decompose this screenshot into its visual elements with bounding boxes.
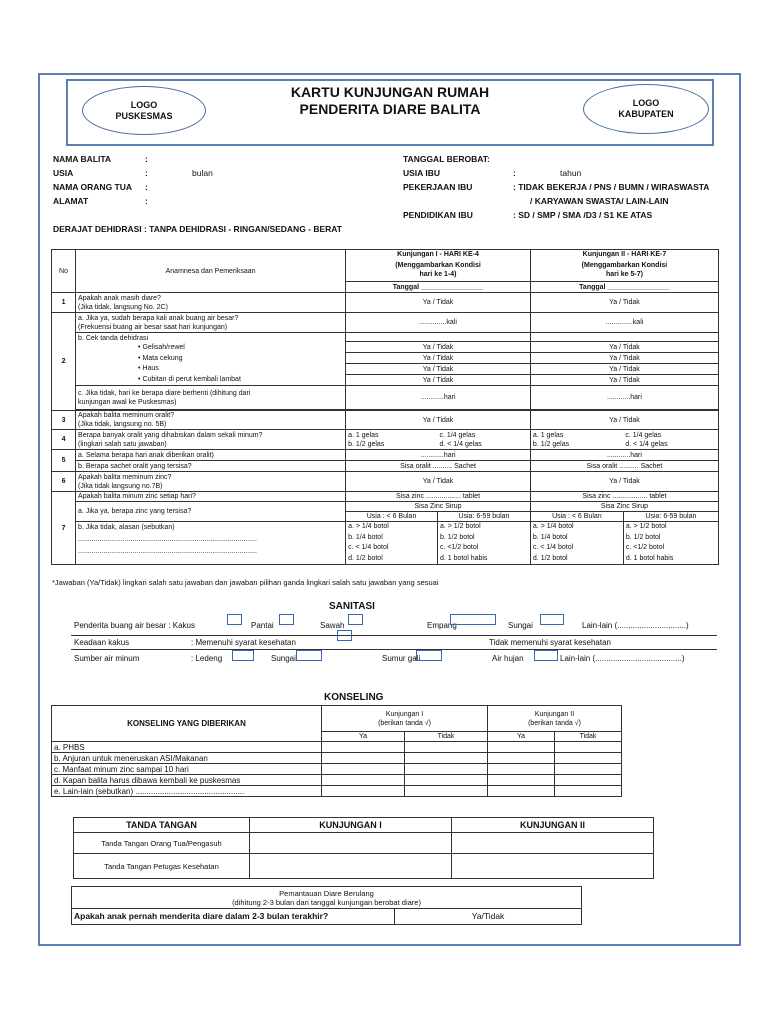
k1-tanggal[interactable]: Tanggal ________________ xyxy=(346,282,531,293)
row4-k1-opt-c[interactable]: c. 1/4 gelas xyxy=(439,431,476,439)
logo-left-line2: PUSKESMAS xyxy=(115,110,173,121)
row1-no: 1 xyxy=(52,293,76,313)
row5b-k1-answer[interactable]: Sisa oralit .......... Sachet xyxy=(346,461,531,472)
row4-k1-opt-b[interactable]: b. 1/2 gelas xyxy=(348,440,385,448)
row2-no: 2 xyxy=(52,313,76,411)
unit-bulan: bulan xyxy=(192,168,213,178)
cell-phbs-k1-ya[interactable] xyxy=(322,742,405,753)
row3-k2-answer[interactable]: Ya / Tidak xyxy=(530,411,718,430)
ttd-orangtua-k1[interactable] xyxy=(250,833,452,854)
konseling-item-phbs: a. PHBS xyxy=(52,742,322,753)
row2a-q1: a. Jika ya, sudah berapa kali anak buang air besar? xyxy=(78,314,239,322)
ttd-head: TANDA TANGAN xyxy=(74,818,250,833)
row7-k2-right-b[interactable]: b. 1/2 botol xyxy=(625,533,661,541)
row4-q2: (lingkari salah satu jawaban) xyxy=(78,440,167,448)
label-pendidikan-ibu: PENDIDIKAN IBU xyxy=(403,210,473,220)
cell-asi-k1-tidak[interactable] xyxy=(405,753,488,764)
colon-2: : xyxy=(145,168,148,178)
page-title xyxy=(250,84,530,118)
sanitasi-title: SANITASI xyxy=(329,601,375,612)
colon-3: : xyxy=(145,182,148,192)
pemantauan-table xyxy=(71,886,582,925)
row7-k2-sirup-label: Sisa Zinc Sirup xyxy=(530,502,718,512)
ttd-petugas-k2[interactable] xyxy=(452,854,654,879)
sanitasi-air-label: Sumber air minum xyxy=(74,654,140,663)
konseling-k2: Kunjungan II xyxy=(534,710,575,718)
label-nama-balita: NAMA BALITA xyxy=(53,154,112,164)
cell-asi-k2-ya[interactable] xyxy=(488,753,555,764)
row2b-item-mata: • Mata cekung xyxy=(138,354,183,362)
cell-asi-k1-ya[interactable] xyxy=(322,753,405,764)
k2-tanggal[interactable]: Tanggal ________________ xyxy=(530,282,718,293)
row7-k1-left-a[interactable]: a. > 1/4 botol xyxy=(348,523,389,530)
row2c-q2: kunjungan awal ke Puskesmas) xyxy=(78,398,177,406)
cell-kembali-k1-tidak[interactable] xyxy=(405,775,488,786)
row2b-item-haus: • Haus xyxy=(138,365,159,372)
row2b-k2-ans2[interactable]: Ya / Tidak xyxy=(531,353,718,364)
ttd-orangtua-k2[interactable] xyxy=(452,833,654,854)
checkbox-kakus[interactable] xyxy=(227,614,242,625)
pemantauan-title2: (dihitung 2-3 bulan dari tanggal kunjungan berobat diare) xyxy=(232,897,421,907)
row2b-k2-ans1[interactable]: Ya / Tidak xyxy=(531,342,718,353)
konseling-col-head: KONSELING YANG DIBERIKAN xyxy=(52,706,322,742)
cell-kembali-k1-ya[interactable] xyxy=(322,775,405,786)
row2b-k1-ans2[interactable]: Ya / Tidak xyxy=(346,353,530,364)
konseling-item-asi: b. Anjuran untuk meneruskan ASI/Makanan xyxy=(52,753,322,764)
konseling-item-lainlain: e. Lain-lain (sebutkan) ................................................. xyxy=(52,786,322,797)
row5a-k1-answer[interactable]: ............hari xyxy=(346,450,531,461)
label-tanggal-berobat: TANGGAL BEROBAT: xyxy=(403,154,490,164)
konseling-k2-ya: Ya xyxy=(488,732,555,742)
row4-k1-opt-a[interactable]: a. 1 gelas xyxy=(348,431,379,439)
ttd-petugas-k1[interactable] xyxy=(250,854,452,879)
title-line1: KARTU KUNJUNGAN RUMAH xyxy=(290,84,490,100)
row7b-dots2[interactable]: ............................................................................................ xyxy=(78,548,257,555)
row2b-k1-ans3[interactable]: Ya / Tidak xyxy=(346,364,530,375)
tanda-tangan-table xyxy=(73,817,654,879)
row2b-q: b. Cek tanda dehidrasi xyxy=(78,335,149,342)
row3-no: 3 xyxy=(52,411,76,430)
row6-k2-answer[interactable]: Ya / Tidak xyxy=(530,472,718,492)
row7-k2-right-a[interactable]: a. > 1/2 botol xyxy=(625,523,667,530)
row4-q1: Berapa banyak oralit yang dihabiskan dalam sekali minum? xyxy=(78,431,263,439)
row3-q1: Apakah balita meminum oralit? xyxy=(78,412,175,419)
row7-k1-left-b[interactable]: b. 1/4 botol xyxy=(348,533,383,541)
label-nama-ortu: NAMA ORANG TUA xyxy=(53,182,133,192)
row7-k1-usia-659: Usia: 6-59 bulan xyxy=(437,512,530,522)
opt-lainlain-1[interactable]: Lain-lain (...............................) xyxy=(582,621,689,630)
row7-k2-left-c[interactable]: c. < 1/4 botol xyxy=(532,544,574,551)
cell-zinc-k1-ya[interactable] xyxy=(322,764,405,775)
row1-k1-answer[interactable]: Ya / Tidak xyxy=(346,293,531,313)
opt-sumur: Sumur gali xyxy=(382,654,421,663)
checkbox-sungai[interactable] xyxy=(540,614,564,625)
row4-k2-opt-c[interactable]: c. 1/4 gelas xyxy=(625,431,662,439)
ttd-row-petugas: Tanda Tangan Petugas Kesehatan xyxy=(74,854,250,879)
cell-lainlain-k2-tidak[interactable] xyxy=(555,786,622,797)
row2b-k2-ans4[interactable]: Ya / Tidak xyxy=(531,375,718,386)
row4-k2-opt-d[interactable]: d. < 1/4 gelas xyxy=(625,440,668,448)
logo-right-line1: LOGO xyxy=(632,98,660,108)
cell-zinc-k1-tidak[interactable] xyxy=(405,764,488,775)
row7-k2-sisa-zinc[interactable]: Sisa zinc .................. tablet xyxy=(530,492,718,502)
row6-q1: Apakah balita meminum zinc? xyxy=(78,473,172,481)
k2-head2: (Menggambarkan Kondisi xyxy=(581,262,668,270)
row7-k1-left-d[interactable]: d. 1/2 botol xyxy=(348,554,383,562)
checkbox-memenuhi[interactable] xyxy=(337,630,352,641)
cell-kembali-k2-ya[interactable] xyxy=(488,775,555,786)
ttd-row-orangtua: Tanda Tangan Orang Tua/Pengasuh xyxy=(74,833,250,854)
row7-k2-left-d[interactable]: d. 1/2 botol xyxy=(532,554,568,562)
opt-sawah: Sawah xyxy=(320,621,345,630)
row2b-k1-ans4[interactable]: Ya / Tidak xyxy=(346,375,530,386)
logo-left-line1: LOGO xyxy=(130,99,158,110)
konseling-item-kembali: d. Kapan balita harus dibawa kembali ke puskesmas xyxy=(52,775,322,786)
sanitasi-line-1 xyxy=(71,635,717,636)
title-line2: PENDERITA DIARE BALITA xyxy=(299,101,481,117)
row5b-k2-answer[interactable]: Sisa oralit .......... Sachet xyxy=(530,461,718,472)
pekerjaan-options-1: : TIDAK BEKERJA / PNS / BUMN / WIRASWASTA xyxy=(513,182,710,192)
cell-lainlain-k2-ya[interactable] xyxy=(488,786,555,797)
row7-q0: Apakah balita minum zinc setiap hari? xyxy=(76,492,346,502)
row1-k2-answer[interactable]: Ya / Tidak xyxy=(530,293,718,313)
cell-phbs-k2-tidak[interactable] xyxy=(555,742,622,753)
pemantauan-question: Apakah anak pernah menderita diare dalam 2-3 bulan terakhir? xyxy=(72,909,395,925)
opt-memenuhi: : Memenuhi syarat kesehatan xyxy=(191,638,296,647)
sanitasi-kakus-label: Keadaan kakus xyxy=(74,638,130,647)
row6-q2: (Jika tidak langsung no.7B) xyxy=(78,482,163,490)
checkbox-sumur[interactable] xyxy=(416,650,442,661)
pendidikan-options: : SD / SMP / SMA /D3 / S1 KE ATAS xyxy=(513,210,653,220)
opt-sungai-2: Sungai xyxy=(271,654,296,663)
row2c-q1: c. Jika tidak, hari ke berapa diare berhenti (dihitung dari xyxy=(78,389,251,397)
row7-k1-left-c[interactable]: c. < 1/4 botol xyxy=(348,544,389,551)
row3-k1-answer[interactable]: Ya / Tidak xyxy=(346,411,531,430)
row2a-k2-answer[interactable]: ..............kali xyxy=(530,313,718,333)
konseling-title: KONSELING xyxy=(324,692,384,703)
k2-head1: Kunjungan II - HARI KE-7 xyxy=(530,250,718,260)
row7-k2-right-d[interactable]: d. 1 botol habis xyxy=(625,554,674,562)
cell-lainlain-k1-ya[interactable] xyxy=(322,786,405,797)
checkbox-pantai[interactable] xyxy=(279,614,294,625)
cell-zinc-k2-tidak[interactable] xyxy=(555,764,622,775)
row7-k2-usia-lt6: Usia : < 6 Bulan xyxy=(530,512,623,522)
label-pekerjaan-ibu: PEKERJAAN IBU xyxy=(403,182,473,192)
row7-k1-right-a[interactable]: a. > 1/2 botol xyxy=(439,523,481,530)
col-anamnesa: Anamnesa dan Pemeriksaan xyxy=(76,250,346,293)
row2c-k1-answer[interactable]: ............hari xyxy=(346,386,531,410)
ttd-k2: KUNJUNGAN II xyxy=(452,818,654,833)
col-no: No xyxy=(52,250,76,293)
row7a-q: a. Jika ya, berapa zinc yang tersisa? xyxy=(76,502,346,522)
row5-no: 5 xyxy=(52,450,76,472)
row2b-k1-grid xyxy=(346,341,530,385)
konseling-k1-ya: Ya xyxy=(322,732,405,742)
footnote: *Jawaban (Ya/Tidak) lingkari salah satu jawaban dan jawaban pilihan ganda lingkari salah satu jawaban yang sesuai xyxy=(52,578,439,587)
row4-k2-opt-b[interactable]: b. 1/2 gelas xyxy=(532,440,570,448)
unit-tahun: tahun xyxy=(560,168,582,178)
row2b-k1-ans1[interactable]: Ya / Tidak xyxy=(346,342,530,353)
row2b-k2-ans3[interactable]: Ya / Tidak xyxy=(531,364,718,375)
konseling-k1-tanda: (berikan tanda √) xyxy=(378,719,431,727)
row1-q1: Apakah anak masih diare? xyxy=(78,294,161,302)
colon-4: : xyxy=(145,196,148,206)
row7-k1-right-c[interactable]: c. <1/2 botol xyxy=(439,544,479,551)
konseling-k2-tanda: (berikan tanda √) xyxy=(528,719,581,727)
opt-ledeng: : Ledeng xyxy=(191,654,223,663)
row7-k1-usia-lt6: Usia : < 6 Bulan xyxy=(346,512,438,522)
row7b-dots1[interactable]: ............................................................................................ xyxy=(78,536,257,543)
konseling-item-zinc: c. Manfaat minum zinc sampai 10 hari xyxy=(52,764,322,775)
opt-empang: Empang xyxy=(427,621,457,630)
row2b-item-gelisah: • Gelisah/rewel xyxy=(138,344,185,351)
row3-q2: (Jika tidak, langsung no. 5B) xyxy=(78,421,167,428)
label-alamat: ALAMAT xyxy=(53,196,89,206)
checkbox-empang[interactable] xyxy=(450,614,496,625)
opt-air-hujan: Air hujan xyxy=(492,654,524,663)
opt-lainlain-2[interactable]: Lain-lain (.......................................) xyxy=(560,654,685,663)
opt-tidak-memenuhi: Tidak memenuhi syarat kesehatan xyxy=(489,638,611,647)
row4-no: 4 xyxy=(52,430,76,450)
label-derajat-dehidrasi: DERAJAT DEHIDRASI : TANPA DEHIDRASI - RINGAN/SEDANG - BERAT xyxy=(53,224,343,234)
cell-zinc-k2-ya[interactable] xyxy=(488,764,555,775)
checkbox-sungai-2[interactable] xyxy=(296,650,322,661)
row6-k1-answer[interactable]: Ya / Tidak xyxy=(346,472,531,492)
checkbox-ledeng[interactable] xyxy=(232,650,254,661)
row7-k2-left-a[interactable]: a. > 1/4 botol xyxy=(532,523,574,530)
konseling-k1-tidak: Tidak xyxy=(405,732,488,742)
k1-head1: Kunjungan I - HARI KE-4 xyxy=(346,250,531,260)
row2c-k2-answer[interactable]: ............hari xyxy=(530,386,718,410)
sanitasi-bab-label: Penderita buang air besar : Kakus xyxy=(74,621,195,630)
konseling-k1: Kunjungan I xyxy=(385,710,424,718)
row4-k1-opt-d[interactable]: d. < 1/4 gelas xyxy=(439,440,482,448)
row5a-k2-answer[interactable]: ............hari xyxy=(530,450,718,461)
pemantauan-title1: Pemantauan Diare Berulang xyxy=(279,888,374,898)
k1-head2: (Menggambarkan Kondisi xyxy=(395,262,481,270)
konseling-table xyxy=(51,705,622,797)
sanitasi-line-2 xyxy=(71,649,717,650)
row7-k1-right-d[interactable]: d. 1 botol habis xyxy=(439,554,488,562)
pekerjaan-options-2: / KARYAWAN SWASTA/ LAIN-LAIN xyxy=(530,196,669,206)
ttd-k1: KUNJUNGAN I xyxy=(250,818,452,833)
cell-asi-k2-tidak[interactable] xyxy=(555,753,622,764)
anamnesa-table xyxy=(51,249,719,565)
row7-k1-right-b[interactable]: b. 1/2 botol xyxy=(439,533,475,541)
k2-head3: hari ke 5-7) xyxy=(605,271,643,279)
row2b-k2-grid xyxy=(531,341,718,385)
row7-k1-sisa-zinc[interactable]: Sisa zinc .................. tablet xyxy=(346,492,531,502)
row7-k2-usia-659: Usia: 6-59 bulan xyxy=(623,512,718,522)
cell-kembali-k2-tidak[interactable] xyxy=(555,775,622,786)
logo-puskesmas xyxy=(82,86,206,135)
opt-pantai: Pantai xyxy=(251,621,274,630)
cell-phbs-k1-tidak[interactable] xyxy=(405,742,488,753)
row2a-q2: (Frekuensi buang air besar saat hari kunjungan) xyxy=(78,323,228,331)
checkbox-air-hujan[interactable] xyxy=(534,650,558,661)
cell-phbs-k2-ya[interactable] xyxy=(488,742,555,753)
row2a-k1-answer[interactable]: ..............kali xyxy=(346,313,531,333)
opt-sungai: Sungai xyxy=(508,621,533,630)
row2b-item-cubitan: • Cubitan di perut kembali lambat xyxy=(138,375,241,383)
row5b-q: b. Berapa sachet oralit yang tersisa? xyxy=(76,461,346,472)
colon-5: : xyxy=(513,168,516,178)
label-usia: USIA xyxy=(53,168,74,178)
checkbox-sawah[interactable] xyxy=(348,614,363,625)
pemantauan-answer[interactable]: Ya/Tidak xyxy=(395,909,582,925)
konseling-k2-tidak: Tidak xyxy=(555,732,622,742)
logo-kabupaten xyxy=(583,84,709,134)
row5a-q: a. Selama berapa hari anak diberikan oralit) xyxy=(76,450,346,461)
colon-1: : xyxy=(145,154,148,164)
row7-k2-left-b[interactable]: b. 1/4 botol xyxy=(532,533,568,541)
row1-q2: (Jika tidak, langsung No. 2C) xyxy=(78,303,168,311)
row7b-q: b. Jika tidak, alasan (sebutkan) xyxy=(78,524,175,531)
row7-k1-sirup-label: Sisa Zinc Sirup xyxy=(346,502,531,512)
label-usia-ibu: USIA IBU xyxy=(403,168,440,178)
row4-k2-opt-a[interactable]: a. 1 gelas xyxy=(532,431,564,439)
logo-right-line2: KABUPATEN xyxy=(618,109,674,119)
k1-head3: hari ke 1-4) xyxy=(419,271,457,279)
row7-no: 7 xyxy=(52,492,76,565)
row7-k2-right-c[interactable]: c. <1/2 botol xyxy=(625,544,665,551)
row6-no: 6 xyxy=(52,472,76,492)
cell-lainlain-k1-tidak[interactable] xyxy=(405,786,488,797)
